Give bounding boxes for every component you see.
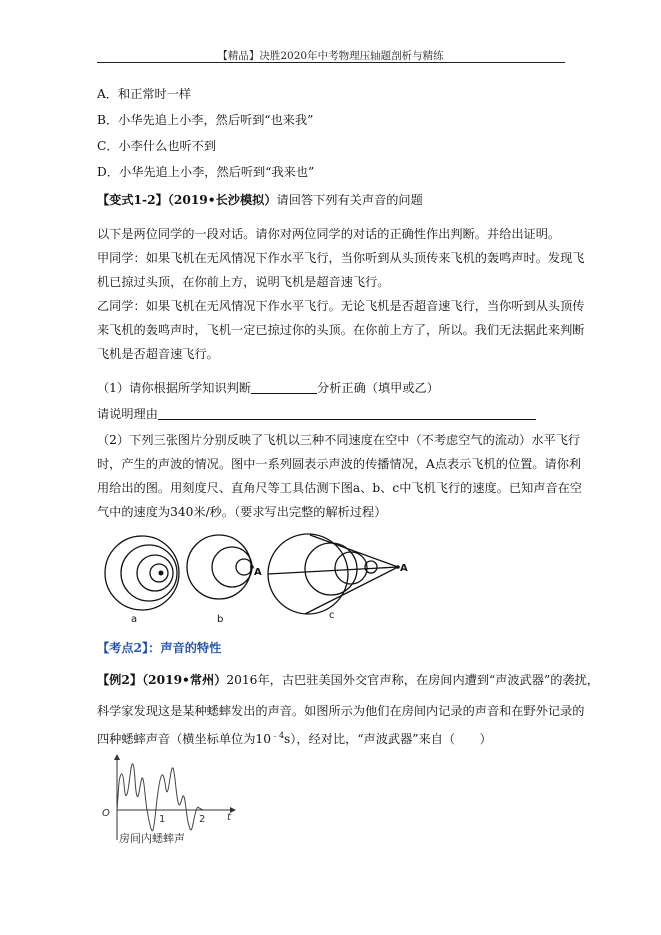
q2-line: 用给出的图。用刻度尺、直角尺等工具估测下图a、b、c中飞机飞行的速度。已知声音在空 — [97, 481, 583, 495]
reason-line — [97, 404, 536, 424]
passage-line: 以下是两位同学的一段对话。请你对两位同学的对话的正确性作出判断。并给出证明。 — [97, 227, 561, 241]
question-1 — [97, 378, 439, 398]
label-point-c: A — [400, 563, 408, 574]
example-line: 2016年，古巴驻美国外交官声称，在房间内遭到“声波武器”的袭扰， — [226, 673, 599, 687]
header-rule — [97, 62, 565, 63]
label-a: a — [131, 614, 138, 625]
wave-circle — [335, 552, 367, 584]
page-header: 【精品】决胜2020年中考物理压轴题剖析与精练 — [217, 50, 444, 62]
passage-line: 机已掠过头顶，在你前上方，说明飞机是超音速飞行。 — [97, 275, 390, 289]
q1-before: （1）请你根据所学知识判断 — [97, 381, 252, 395]
q1-after: 分析正确（填甲或乙） — [317, 381, 439, 395]
passage-line: 来飞机的轰鸣声时，飞机一定已掠过你的头顶。在你前上方了，所以。我们无法据此来判断 — [97, 323, 585, 337]
y-axis-arrow — [114, 754, 120, 760]
q2-line: （2）下列三张图片分别反映了飞机以三种不同速度在空中（不考虑空气的流动）水平飞行 — [97, 433, 581, 447]
option-c: C．小李什么也听不到 — [97, 139, 217, 153]
example-line-units — [97, 726, 492, 749]
option-b: B．小华先追上小李，然后听到“也来我” — [97, 113, 314, 127]
example-tag: 【例2】 — [97, 673, 143, 687]
variant-heading — [97, 190, 423, 210]
graph-caption: 房间内蟋蟀声 — [119, 832, 185, 845]
variant-prompt: 请回答下列有关声音的问题 — [276, 193, 423, 207]
label-b: b — [217, 614, 224, 625]
example-line-part: s），经对比，“声波武器”来自（ ） — [284, 732, 492, 747]
q1-answer-blank[interactable] — [251, 380, 317, 394]
example-heading — [97, 670, 599, 690]
sound-wave-figure — [95, 530, 425, 625]
section-title: 【考点2】：声音的特性 — [97, 641, 222, 655]
path-line — [268, 567, 398, 574]
q2-line: 时，产生的声波的情况。图中一系列圆表示声波的传播情况，A点表示飞机的位置。请你利 — [97, 457, 582, 471]
tick-1-label: 1 — [159, 814, 166, 825]
tick-2-label: 2 — [199, 814, 206, 825]
q2-line: 气中的速度为340米/秒。（要求写出完整的解析过程） — [97, 505, 387, 519]
passage-line: 甲同学：如果飞机在无风情况下作水平飞行，当你听到从头顶传来飞机的轰鸣声时。发现飞 — [97, 251, 585, 265]
waveform-graph — [100, 752, 240, 852]
wave-diagram-c — [268, 534, 398, 614]
variant-source: （2019•长沙模拟） — [167, 193, 277, 207]
passage-line: 乙同学：如果飞机在无风情况下作水平飞行。无论飞机是否超音速飞行，当你听到从头顶传 — [97, 299, 585, 313]
wave-diagram-a — [105, 536, 179, 610]
label-point-b: A — [254, 567, 262, 578]
wave-circle — [187, 535, 251, 599]
variant-tag: 【变式1-2】 — [97, 193, 168, 207]
wave-diagram-b — [187, 535, 252, 599]
label-c: c — [329, 610, 335, 621]
tangent-line — [310, 535, 398, 567]
t-axis-label: t — [227, 812, 231, 823]
wave-circle — [212, 547, 252, 587]
plane-point-a — [159, 571, 164, 576]
option-d: D．小华先追上小李，然后听到“我来也” — [97, 165, 315, 179]
wave-circle — [236, 559, 252, 575]
passage-line: 飞机是否超音速飞行。 — [97, 347, 219, 361]
example-line-part: 四种蟋蟀声音（横坐标单位为10 — [97, 732, 271, 747]
reason-label: 请说明理由 — [97, 407, 158, 421]
reason-blank[interactable] — [158, 406, 536, 420]
exponent: ﹣4 — [270, 731, 285, 740]
option-a: A．和正常时一样 — [97, 87, 192, 101]
example-source: （2019•常州） — [142, 673, 227, 687]
example-line: 科学家发现这是某种蟋蟀发出的声音。如图所示为他们在房间内记录的声音和在野外记录的 — [97, 704, 585, 718]
tangent-line — [305, 567, 398, 614]
origin-label: O — [102, 808, 110, 819]
